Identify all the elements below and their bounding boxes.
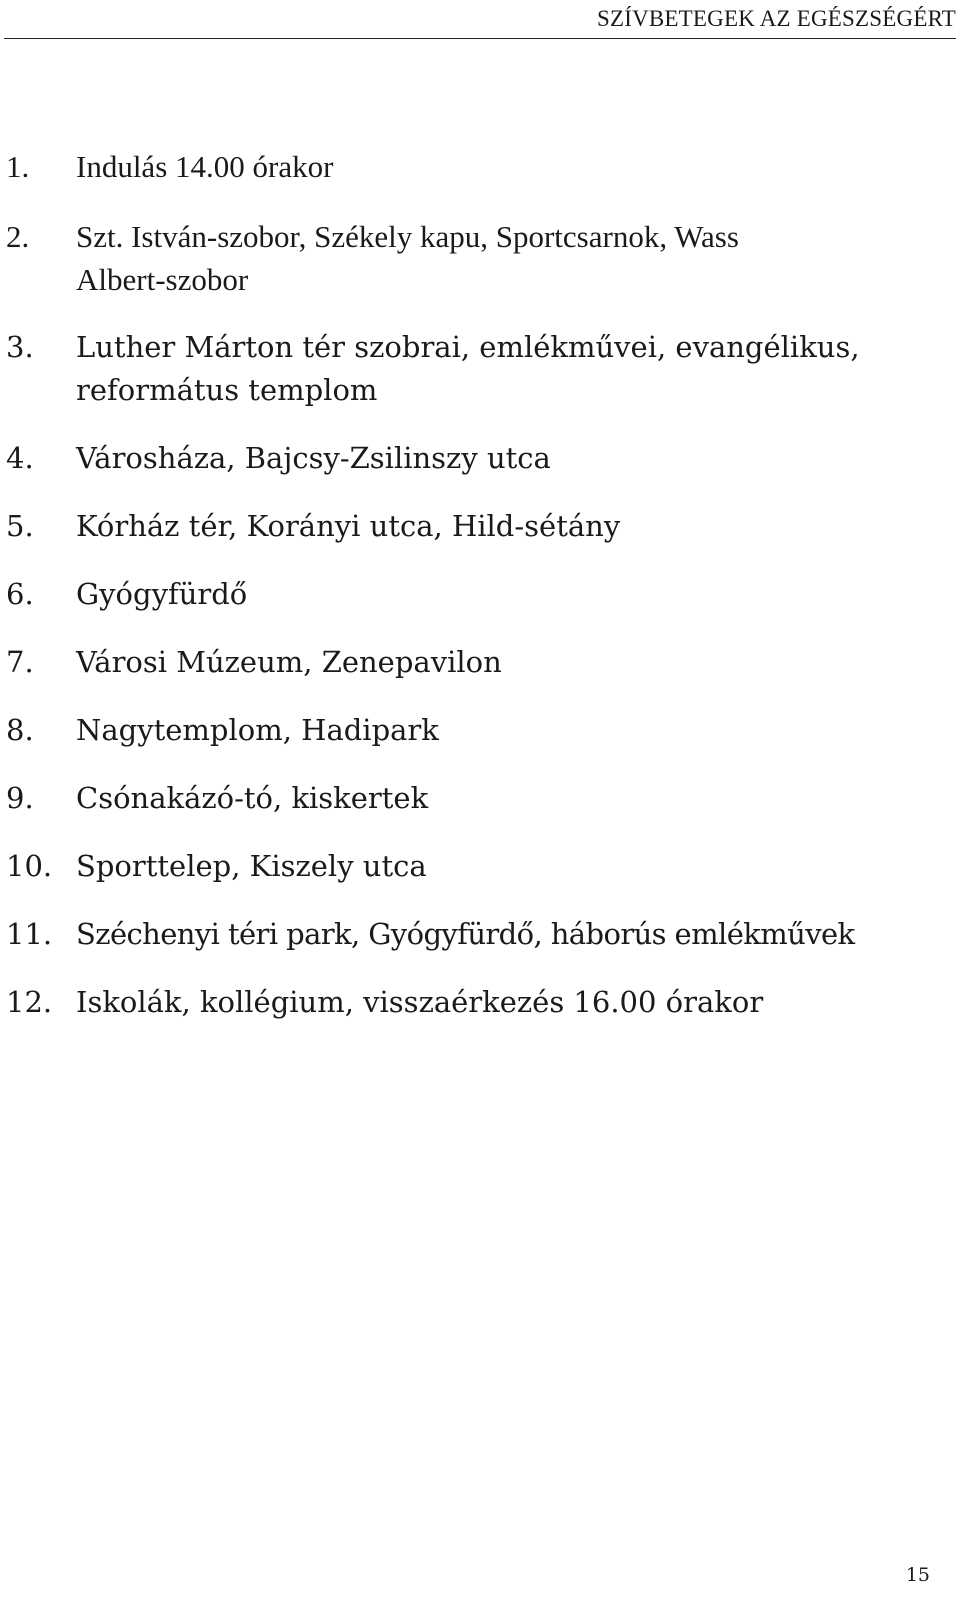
page-number: 15 xyxy=(905,1564,930,1586)
item-number: 9. xyxy=(6,781,34,815)
list-item xyxy=(0,845,940,888)
item-number: 2. xyxy=(6,219,30,254)
item-number: 3. xyxy=(6,330,34,364)
list-item xyxy=(0,215,940,301)
list-item xyxy=(0,505,940,548)
item-text: Csónakázó-tó, kiskertek xyxy=(76,781,429,815)
item-number: 8. xyxy=(6,713,34,747)
item-text: Városháza, Bajcsy-Zsilinszy utca xyxy=(76,441,551,475)
item-text: Kórház tér, Korányi utca, Hild-sétány xyxy=(76,509,621,543)
item-text: Nagytemplom, Hadipark xyxy=(76,713,439,747)
item-number: 10. xyxy=(6,849,53,883)
item-number: 1. xyxy=(6,149,30,184)
list-item xyxy=(0,777,940,820)
list-item xyxy=(0,913,940,956)
item-text: Városi Múzeum, Zenepavilon xyxy=(76,645,502,679)
list-item xyxy=(0,573,940,616)
item-text: Indulás 14.00 órakor xyxy=(76,149,334,184)
running-header xyxy=(4,0,956,39)
item-number: 5. xyxy=(6,509,34,543)
item-text: Széchenyi téri park, Gyógyfürdő, háborús emlékművek xyxy=(76,917,855,951)
item-text: Luther Márton tér szobrai, emlékművei, evangélikus, református templom xyxy=(76,330,860,407)
item-text: Iskolák, kollégium, visszaérkezés 16.00 órakor xyxy=(76,985,764,1019)
item-text: Szt. István-szobor, Székely kapu, Sportcsarnok, Wass Albert-szobor xyxy=(76,219,739,297)
list-item xyxy=(0,326,940,412)
item-number: 7. xyxy=(6,645,34,679)
item-text: Sporttelep, Kiszely utca xyxy=(76,849,427,883)
list-item xyxy=(0,981,940,1024)
list-item xyxy=(0,709,940,752)
list-item xyxy=(0,145,940,188)
list-item xyxy=(0,437,940,480)
item-number: 12. xyxy=(6,985,53,1019)
item-text: Gyógyfürdő xyxy=(76,577,248,611)
item-number: 4. xyxy=(6,441,34,475)
list-item xyxy=(0,641,940,684)
header-title: SZÍVBETEGEK AZ EGÉSZSÉGÉRT xyxy=(596,6,956,31)
item-number: 11. xyxy=(6,917,53,951)
item-number: 6. xyxy=(6,577,34,611)
